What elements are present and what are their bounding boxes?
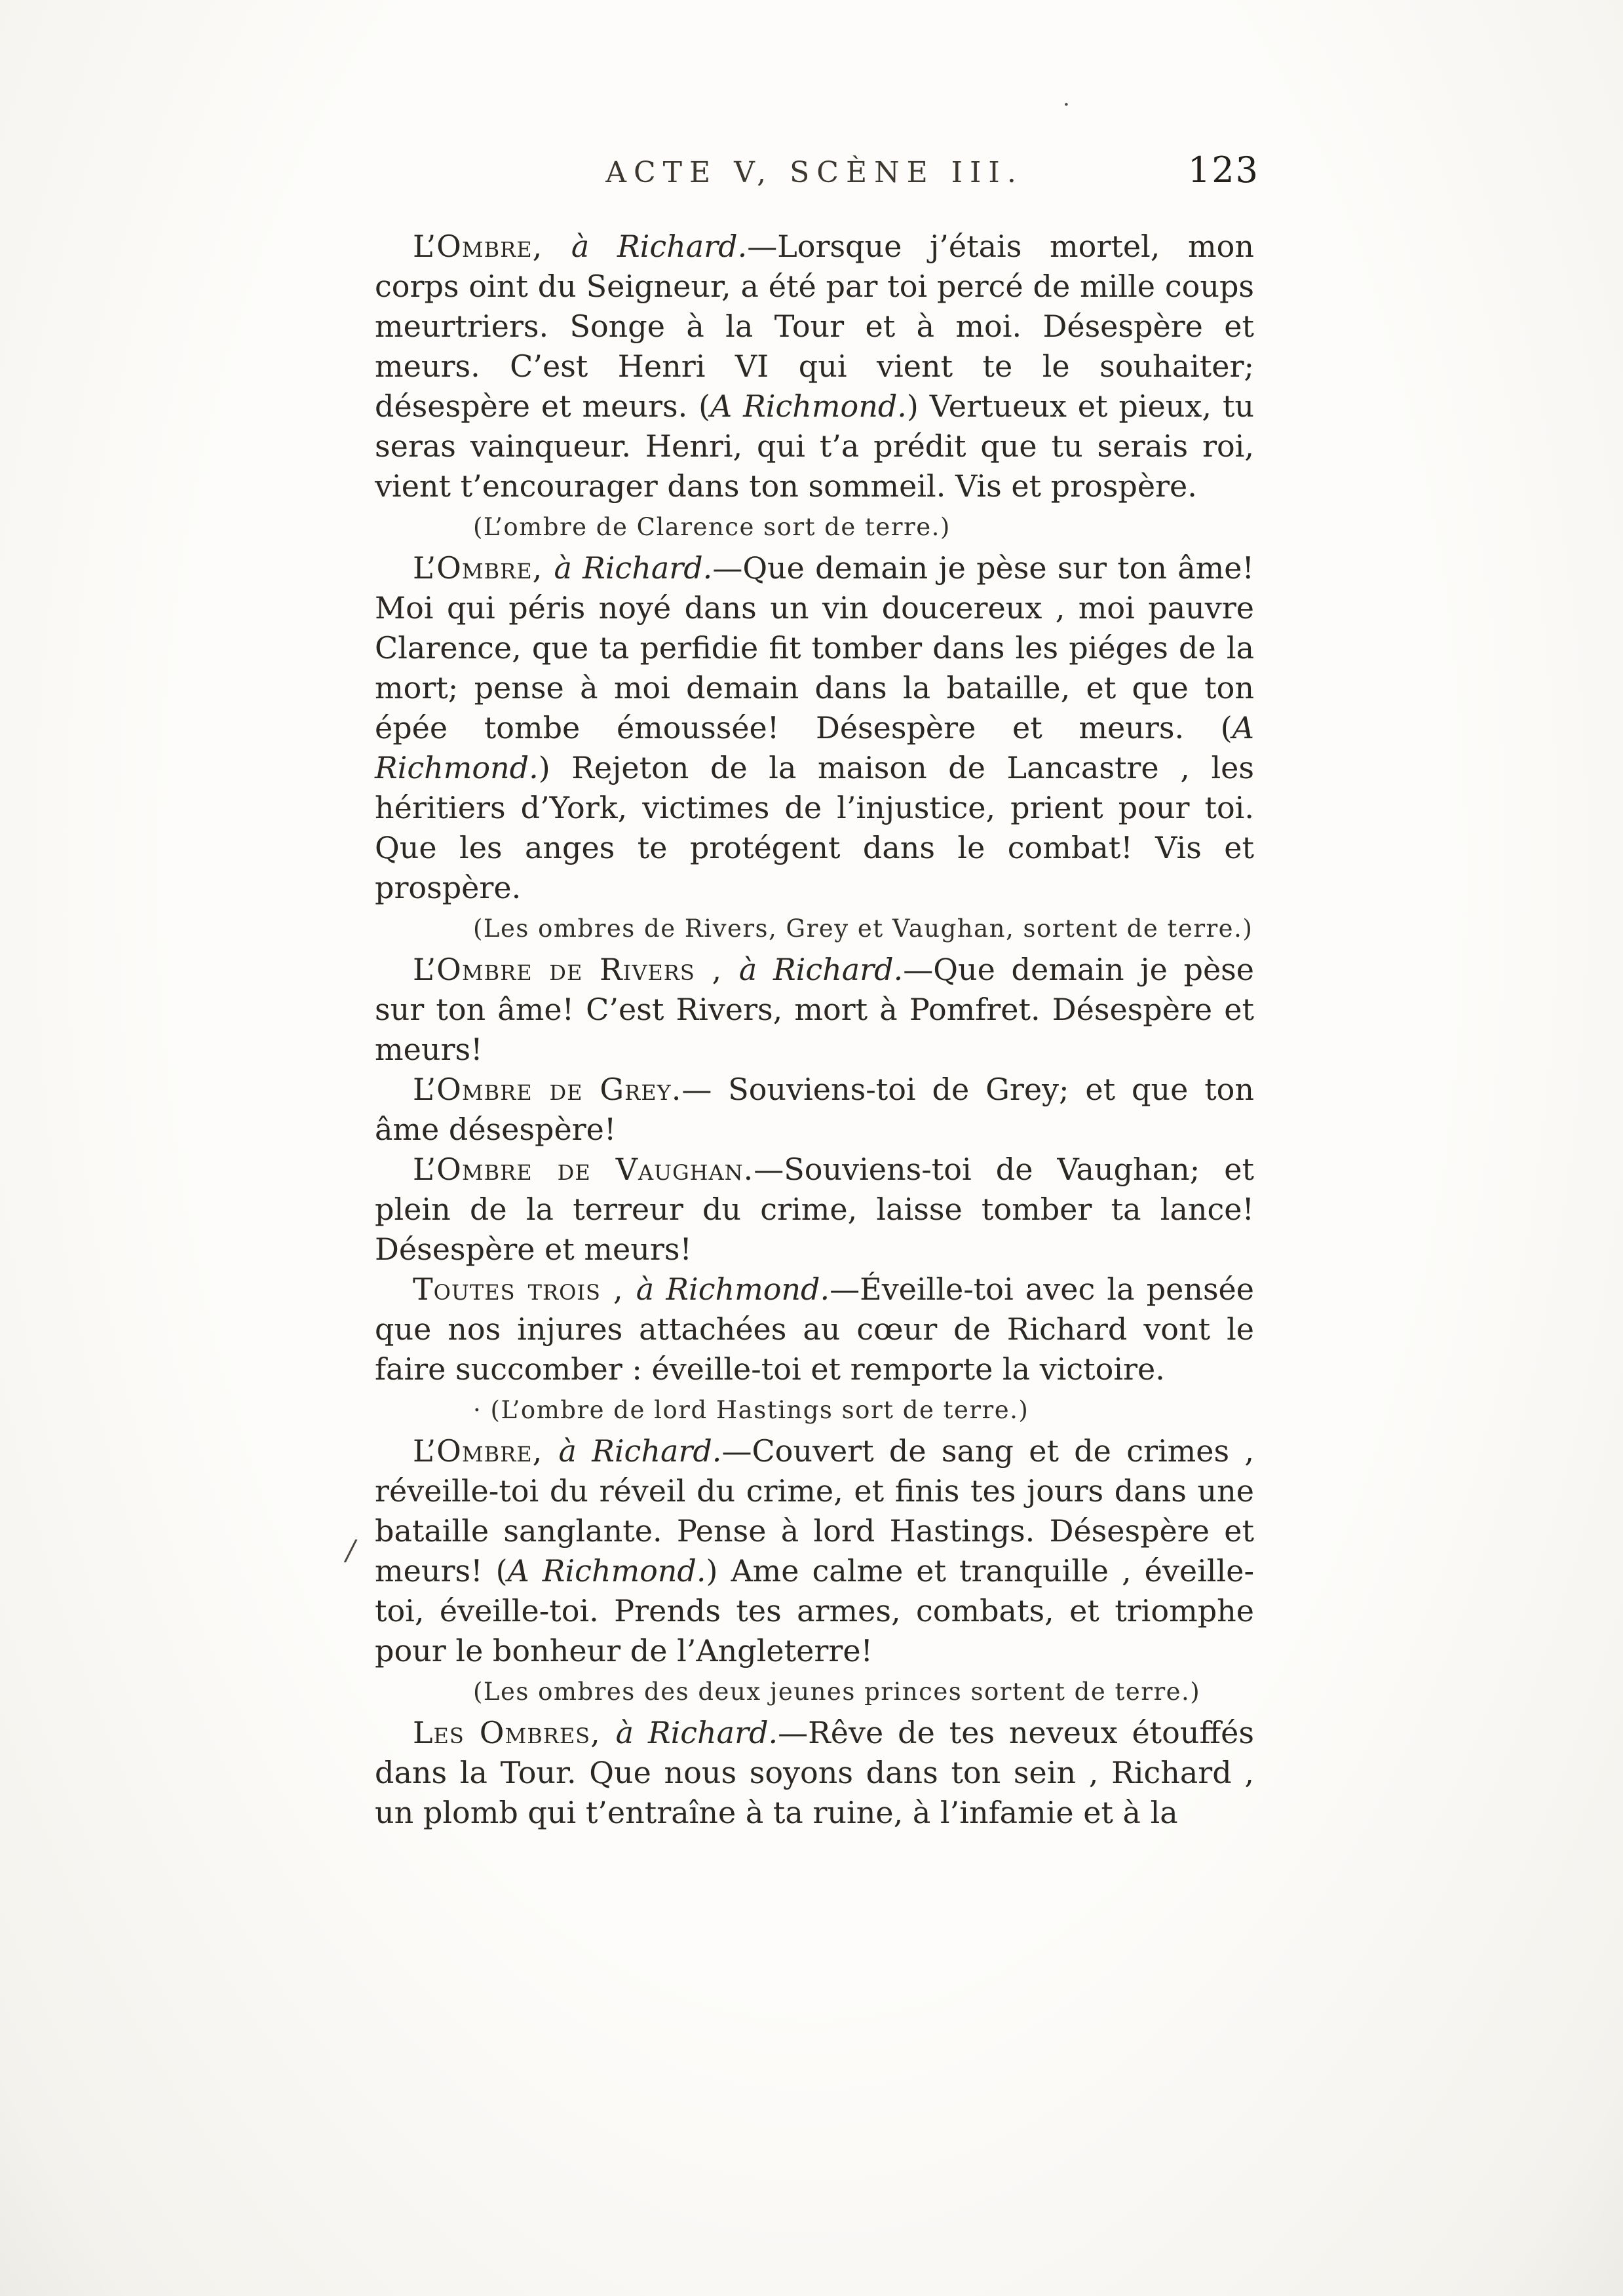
speech-text: A Richmond. [375,710,1254,785]
stage-direction: (Les ombres des deux jeunes princes sortent de terre.) [473,1678,1201,1706]
speech-text: — Souviens-toi de Grey; et que ton âme désespère! [375,1072,1254,1147]
speech-text: ) Vertueux et pieux, tu seras vainqueur. Henri, qui t’a prédit que tu serais roi, vient t’encourager dans ton sommeil. Vis et prospère. [375,388,1254,504]
speech-paragraph [375,1713,1254,1833]
speech-text: —Lorsque j’étais mortel, mon corps oint du Seigneur, a été par toi percé de mille coups meurtriers. Songe à la Tour et à moi. Désespère et meurs. C’est Henri VI qui vient te le souhaiter; désespère et meurs. ( [375,229,1254,424]
speech-text: —Que demain je pèse sur ton âme! Moi qui péris noyé dans un vin doucereux , moi pauvre Clarence, que ta perfidie fit tomber dans les piéges de la mort; pense à moi demain dans la bataille, et que ton épée tombe émoussée! Désespère et meurs. ( [375,550,1255,745]
running-header [375,149,1259,199]
speech-text: à Richard. [738,952,904,987]
speech-text: à Richard. [558,1433,722,1469]
speech-text: ) Ame calme et tranquille , éveille-toi, éveille-toi. Prends tes armes, combats, et triomphe pour le bonheur de l’Angleterre! [375,1553,1254,1668]
speaker-name: L’Ombre, [413,229,571,264]
stray-mark-artifact: / [346,1534,356,1566]
ink-spot-artifact: · [1063,92,1070,118]
text-block [375,227,1254,1833]
page-number: 123 [1187,149,1259,191]
speech-text: —Rêve de tes neveux étouffés dans la Tour. Que nous soyons dans ton sein , Richard , un plomb qui t’entraîne à ta ruine, à l’infamie et à la [375,1715,1254,1830]
speaker-name: L’Ombre de Vaughan. [413,1152,754,1187]
stage-direction: · (L’ombre de lord Hastings sort de terre.) [473,1396,1029,1424]
speech-paragraph [375,1431,1254,1671]
stage-direction: (L’ombre de Clarence sort de terre.) [473,513,951,541]
speaker-name: Les Ombres, [413,1715,616,1750]
speech-paragraph [375,950,1254,1070]
header-title: ACTE V, SCÈNE III. [605,156,1023,189]
speech-paragraph [375,548,1254,908]
speech-text: —Éveille-toi avec la pensée que nos injures attachées au cœur de Richard vont le faire succomber : éveille-toi et remporte la victoire. [375,1271,1254,1387]
speaker-name: L’Ombre, [413,550,554,586]
speaker-name: Toutes trois , [413,1271,636,1307]
speech-paragraph [375,1270,1254,1389]
page-content [375,149,1259,1833]
speech-paragraph [375,227,1254,506]
speech-text: à Richard. [571,229,748,264]
speech-text: à Richmond. [636,1271,830,1307]
stage-direction: (Les ombres de Rivers, Grey et Vaughan, sortent de terre.) [473,914,1253,943]
speaker-name: L’Ombre, [413,1433,559,1469]
speech-text: A Richmond. [710,388,907,424]
speaker-name: L’Ombre de Grey. [413,1072,682,1107]
speech-text: —Couvert de sang et de crimes , réveille-toi du réveil du crime, et finis tes jours dans une bataille sanglante. Pense à lord Hastings. Désespère et meurs! ( [375,1433,1255,1589]
speech-text: A Richmond. [507,1553,706,1589]
speech-text: —Souviens-toi de Vaughan; et plein de la terreur du crime, laisse tomber ta lance! Désespère et meurs! [375,1152,1254,1267]
speech-text: ) Rejeton de la maison de Lancastre , les héritiers d’York, victimes de l’injustice, prient pour toi. Que les anges te protégent dans le combat! Vis et prospère. [375,750,1254,905]
speech-text: à Richard. [554,550,713,586]
speech-paragraph [375,1150,1254,1270]
speech-text: —Que demain je pèse sur ton âme! C’est Rivers, mort à Pomfret. Désespère et meurs! [375,952,1255,1067]
speaker-name: L’Ombre de Rivers , [413,952,739,987]
speech-paragraph [375,1070,1254,1150]
speech-text: à Richard. [615,1715,778,1750]
